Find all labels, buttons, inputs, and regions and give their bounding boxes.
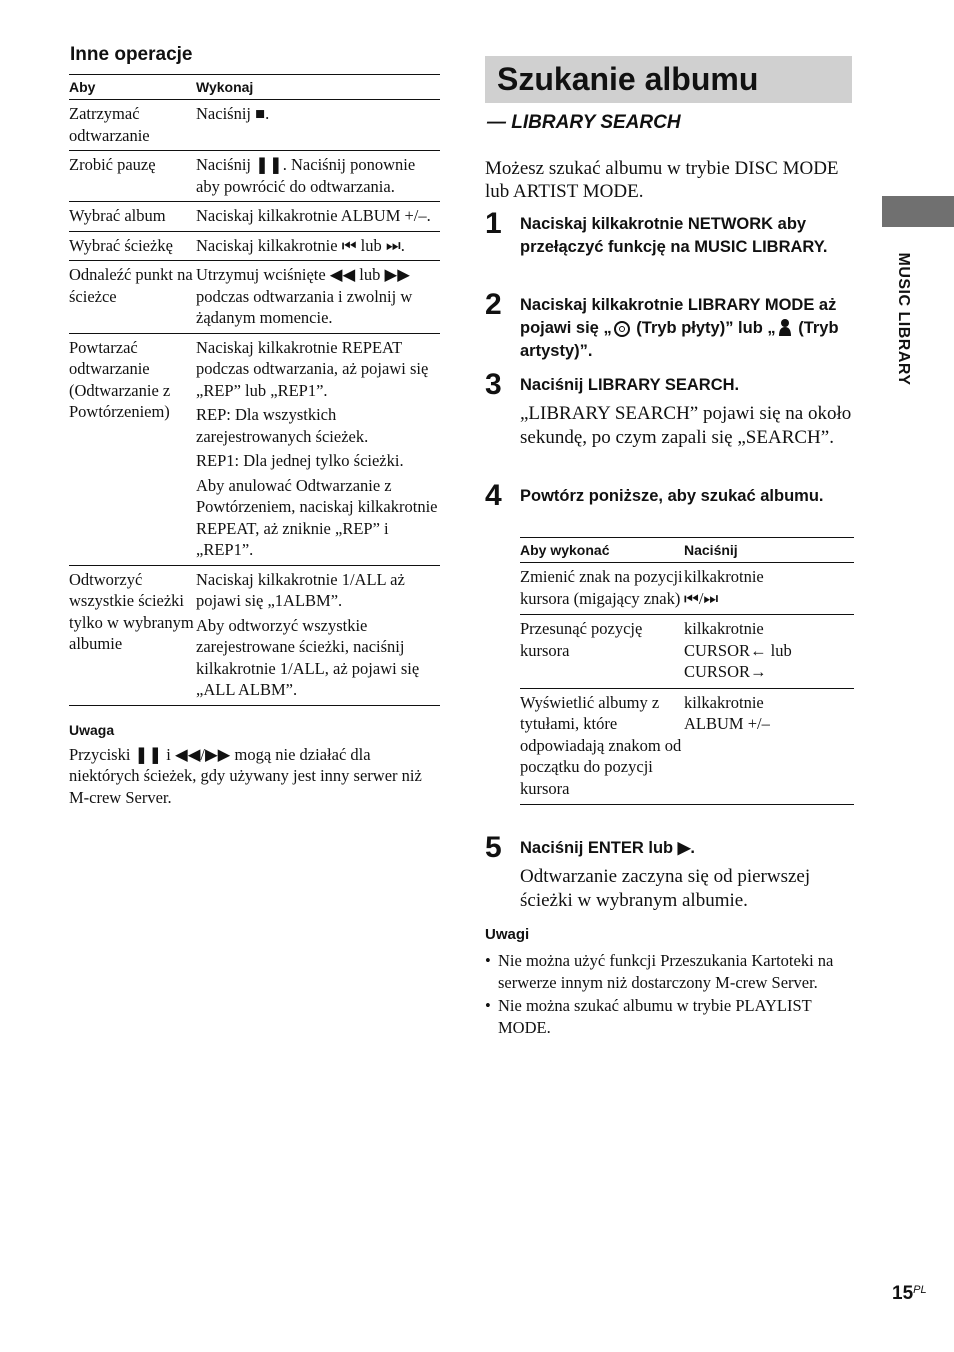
- how-text: Naciskaj kilkakrotnie 1/ALL aż pojawi się „1ALBM”.: [196, 569, 405, 610]
- step-text: (Tryb artysty)”.: [520, 319, 839, 360]
- action-cell: Odtworzyć wszystkie ścieżki tylko w wybranym albumie: [69, 565, 196, 705]
- how-cell: [196, 565, 440, 705]
- table-row: [69, 261, 440, 334]
- column-header: Naciśnij: [684, 538, 854, 563]
- action-cell: Powtarzać odtwarzanie (Odtwarzanie z Powtórzeniem): [69, 333, 196, 565]
- press-text: CURSOR→: [684, 662, 767, 681]
- action-cell: Wybrać album: [69, 202, 196, 232]
- table-row: [520, 563, 854, 615]
- table-row: [520, 688, 854, 805]
- intro-text: Możesz szukać albumu w trybie DISC MODE lub ARTIST MODE.: [485, 158, 839, 202]
- step-4: [485, 479, 855, 512]
- press-cell: [684, 563, 854, 615]
- step-1: [485, 207, 855, 259]
- table-header-row: [520, 538, 854, 563]
- notes-heading: Uwagi: [485, 926, 530, 943]
- how-text: Utrzymuj wciśnięte ◀◀ lub ▶▶ podczas odtwarzania i zwolnij w żądanym momencie.: [196, 265, 413, 327]
- section-title-box: [485, 56, 852, 103]
- left-column: [69, 44, 440, 808]
- step-instruction: Naciskaj kilkakrotnie NETWORK aby przełączyć funkcję na MUSIC LIBRARY.: [520, 215, 828, 256]
- how-cell: [196, 231, 440, 261]
- section-subtitle: — LIBRARY SEARCH: [487, 112, 681, 133]
- step-2: [485, 288, 855, 363]
- how-text: Naciskaj kilkakrotnie ALBUM +/–.: [196, 206, 431, 225]
- section-tab-marker: [882, 196, 954, 227]
- table-row: [69, 231, 440, 261]
- action-cell: Zmienić znak na pozycji kursora (migający znak): [520, 563, 684, 615]
- step-text: Naciskaj kilkakrotnie LIBRARY MODE aż pojawi się „: [520, 296, 837, 337]
- notes-list: [485, 950, 853, 1040]
- how-text: Naciskaj kilkakrotnie ⏮ lub ⏭.: [196, 235, 405, 255]
- page-language-suffix: PL: [913, 1284, 927, 1296]
- how-text: REP: Dla wszystkich zarejestrowanych ścieżek.: [196, 405, 369, 446]
- step-number: 4: [485, 479, 502, 512]
- table-row: [69, 100, 440, 151]
- person-icon: [778, 318, 792, 336]
- how-cell: [196, 202, 440, 232]
- action-cell: Odnaleźć punkt na ścieżce: [69, 261, 196, 334]
- how-text: Naciskaj kilkakrotnie REPEAT podczas odtwarzania, aż pojawi się „REP” lub „REP1”.: [196, 337, 429, 400]
- press-text: kilkakrotnie: [684, 619, 764, 638]
- list-item: • Nie można użyć funkcji Przeszukania Kartoteki na serwerze innym niż dostarczony M-crew Server.: [485, 950, 853, 993]
- table-row: [69, 202, 440, 232]
- column-header: Aby wykonać: [520, 538, 684, 563]
- how-text: REP1: Dla jednej tylko ścieżki.: [196, 451, 404, 470]
- action-cell: Zatrzymać odtwarzanie: [69, 100, 196, 151]
- how-cell: [196, 151, 440, 202]
- search-table: [520, 537, 854, 805]
- how-text: Naciśnij ❚❚. Naciśnij ponownie aby powrócić do odtwarzania.: [196, 155, 416, 196]
- side-label-text: MUSIC LIBRARY: [895, 252, 912, 386]
- action-cell: Zrobić pauzę: [69, 151, 196, 202]
- note-heading: Uwaga: [69, 721, 115, 738]
- press-text: kilkakrotnie: [684, 692, 764, 712]
- table-row: [69, 565, 440, 705]
- step-body: „LIBRARY SEARCH” pojawi się na około sekundę, po czym zapali się „SEARCH”.: [520, 403, 852, 448]
- table-row: [520, 615, 854, 689]
- step-instruction: Powtórz poniższe, aby szukać albumu.: [520, 487, 824, 505]
- action-cell: Wybrać ścieżkę: [69, 231, 196, 261]
- how-cell: [196, 100, 440, 151]
- action-cell: Wyświetlić albumy z tytułami, które odpowiadają znakom od początku do pozycji kursora: [520, 688, 684, 805]
- press-cell: [684, 688, 854, 805]
- how-text: Naciśnij ■.: [196, 104, 270, 123]
- side-section-label: [883, 240, 923, 410]
- step-instruction: Naciśnij LIBRARY SEARCH.: [520, 376, 740, 394]
- how-cell: [196, 261, 440, 334]
- press-text: ALBUM +/–: [684, 714, 770, 733]
- list-item: • Nie można szukać albumu w trybie PLAYLIST MODE.: [485, 995, 853, 1038]
- press-text: CURSOR← lub: [684, 640, 792, 660]
- step-body: Odtwarzanie zaczyna się od pierwszej ścieżki w wybranym albumie.: [520, 866, 811, 911]
- step-3: [485, 368, 855, 450]
- press-text: ⏮/⏭: [684, 588, 719, 608]
- table-row: [69, 333, 440, 565]
- table-row: [69, 151, 440, 202]
- step-number: 5: [485, 831, 502, 864]
- how-cell: [196, 333, 440, 565]
- disc-icon: [614, 321, 630, 337]
- note-text: Przyciski ❚❚ i ◀◀/▶▶ mogą nie działać dla niektórych ścieżek, gdy używany jest inny serwer niż M-crew Server.: [69, 744, 422, 807]
- step-5: [485, 831, 855, 913]
- step-number: 1: [485, 207, 502, 240]
- step-number: 3: [485, 368, 502, 401]
- step-number: 2: [485, 288, 502, 321]
- other-operations-heading: Inne operacje: [70, 44, 193, 65]
- column-header: Wykonaj: [196, 75, 440, 100]
- table-header-row: [69, 75, 440, 100]
- how-text: Aby odtworzyć wszystkie zarejestrowane ścieżki, naciśnij kilkakrotnie 1/ALL, aż pojawi się „ALL ALBM”.: [196, 615, 420, 699]
- press-cell: [684, 615, 854, 689]
- page-number-value: 15: [892, 1283, 914, 1304]
- step-text: (Tryb płyty)” lub „: [631, 319, 776, 337]
- how-text: Aby anulować Odtwarzanie z Powtórzeniem, naciskaj kilkakrotnie REPEAT, aż zniknie „REP” i „REP1”.: [196, 475, 438, 559]
- column-header: Aby: [69, 75, 196, 100]
- page-title: Szukanie albumu: [497, 61, 759, 97]
- operations-table: [69, 74, 440, 706]
- step-instruction: Naciśnij ENTER lub ▶.: [520, 839, 695, 857]
- action-cell: Przesunąć pozycję kursora: [520, 615, 684, 689]
- step-instruction: [520, 294, 855, 363]
- press-text: kilkakrotnie: [684, 567, 764, 586]
- page-number: [892, 1283, 927, 1305]
